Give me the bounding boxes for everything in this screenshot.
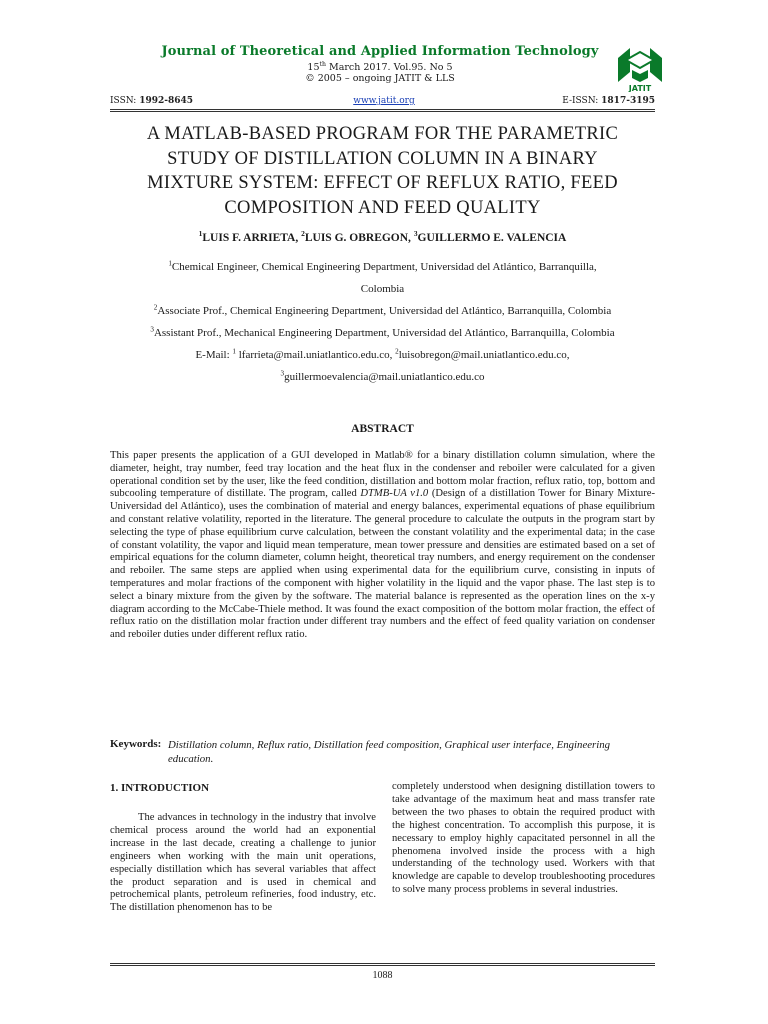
email-line [110, 344, 655, 366]
author-sup: 1 [198, 229, 203, 239]
issn-label: ISSN: [110, 96, 140, 106]
abstract-text: This paper presents the application of a GUI developed in Matlab® for a binary distillation column simulation, where the diameter, height, tray number, feed tray location and the heat flux in the condenser and reboiler were calculated for a given operational condition set by the user, like the feed condition, distillation and bottom molar fraction, reflux ratio, top, bottom and subcooling temperature of distillate. The program, called [110, 450, 655, 500]
title-line: A MATLAB-BASED PROGRAM FOR THE PARAMETRIC [146, 124, 619, 144]
keywords-label: Keywords: [110, 738, 162, 750]
abstract-heading: ABSTRACT [351, 423, 414, 435]
affil-text: Colombia [360, 283, 405, 295]
author-name: LUIS F. ARRIETA, [202, 232, 302, 244]
logo-text: JATIT [628, 84, 652, 92]
issue-day-suffix: th [319, 60, 326, 68]
program-name: DTMB-UA v1.0 [360, 488, 429, 500]
author-name: GUILLERMO E. VALENCIA [417, 232, 567, 244]
affil-sup: 1 [168, 259, 172, 268]
header-rule [110, 109, 655, 110]
issue-rest: March 2017. Vol.95. No 5 [325, 62, 453, 73]
email-sup: 3 [280, 369, 285, 378]
author-name: LUIS G. OBREGON, [304, 232, 414, 244]
author-sup: 3 [413, 229, 418, 239]
abstract-body [110, 450, 655, 642]
footer-rule [110, 963, 655, 964]
paper-title [110, 122, 655, 220]
journal-website-link[interactable]: www.jatit.org [353, 96, 415, 106]
title-line: STUDY OF DISTILLATION COLUMN IN A BINARY [167, 148, 598, 169]
intro-right-column: completely understood when designing distillation towers to take advantage of the maximum heat and mass transfer rate between the two phases to obtain the required product with the highest concentration. To accomplish this purpose, it is necessary to employ highly capacitated personnel in all the phenomena involved inside the process with a high understanding of the technology used. Workers with that knowledge are capable to develop troubleshooting procedures to solve many process problems in several industries. [392, 781, 655, 896]
intro-heading: 1. INTRODUCTION [110, 782, 210, 794]
affiliation-3 [110, 322, 655, 344]
jatit-logo [616, 44, 664, 92]
email-line-cont [110, 366, 655, 388]
issn [110, 96, 193, 106]
title-line: COMPOSITION AND FEED QUALITY [224, 197, 541, 218]
header-rule-second [110, 111, 655, 112]
affil-sup: 3 [150, 325, 154, 334]
keywords-text: Distillation column, Reflux ratio, Distillation feed composition, Graphical user interface, Engineering education. [168, 739, 611, 765]
eissn-label: E-ISSN: [562, 96, 602, 106]
eissn-value: 1817-3195 [601, 96, 655, 106]
issn-value: 1992-8645 [139, 96, 194, 106]
copyright-line: © 2005 – ongoing JATIT & LLS [305, 73, 455, 84]
affil-text: Chemical Engineer, Chemical Engineering Department, Universidad del Atlántico, Barranquilla, [171, 261, 597, 273]
issue-line [140, 62, 620, 73]
abstract-text: (Design of a distillation Tower for Binary Mixture-Universidad del Atlántico), uses the combination of material and energy balances, experimental equations of phase equilibrium and constant relative volatility, reported in the literature. The general procedure to calculate the outputs in the program start by selecting the type of phase equilibrium curve calculation, between the constant volatility and the experimental data; in the case of constant volatility, the vapor and liquid mean temperature, mean tower pressure and densities are estimated based on a set of empirical equations for the column diameter, column height, theoretical tray numbers, and energy requirement on the condenser and reboiler. The same steps are applied when using experimental data for the equilibrium curve, consisting in inputs of temperatures and molar fractions of the component with higher volatility in the liquid and the vapor phase. The last step is to select a binary mixture from the given by the software. The material balance is represented as the operation lines on the x-y diagram according to the McCabe-Thiele method. It was found the exact composition of the bottom molar fraction, the effect of reflux ratio on the distillation molar fraction under different tray numbers and the effect of feed quality variation on condenser and reboiler duties under different reflux ratio. [110, 488, 655, 641]
email-sup: 1 [232, 347, 236, 356]
email-sup: 2 [395, 347, 399, 356]
footer-rule-second [110, 965, 655, 966]
issue-day: 15 [307, 62, 320, 73]
affiliation-1 [110, 256, 655, 278]
affil-sup: 2 [153, 303, 158, 312]
email-1[interactable]: lfarrieta@mail.uniatlantico.edu.co, [235, 349, 396, 361]
page-number: 1088 [372, 970, 393, 981]
affil-text: Assistant Prof., Mechanical Engineering Department, Universidad del Atlántico, Barranquilla, Colombia [153, 327, 615, 339]
affiliation-1-cont [110, 278, 655, 300]
affiliation-2 [110, 300, 655, 322]
email-label: E-Mail: [195, 349, 233, 361]
eissn [560, 96, 655, 106]
email-3[interactable]: guillermoevalencia@mail.uniatlantico.edu.co [284, 371, 485, 383]
affil-text: Associate Prof., Chemical Engineering Department, Universidad del Atlántico, Barranquilla, Colombia [157, 305, 612, 317]
intro-left-column: The advances in technology in the industry that involve chemical process around the world had an exponential increase in the last decade, creating a challenge to junior engineers when working with the main unit operations, especially distillation which has several variables that affect the product separation and is used in chemical and petrochemical plants, petroleum refineries, food industry, etc. The distillation phenomenon has to be [110, 812, 376, 914]
email-2[interactable]: luisobregon@mail.uniatlantico.edu.co, [398, 349, 570, 361]
title-line: MIXTURE SYSTEM: EFFECT OF REFLUX RATIO, FEED [147, 173, 618, 193]
journal-title: Journal of Theoretical and Applied Information Technology [161, 44, 599, 59]
author-sup: 2 [301, 229, 305, 239]
author-list [110, 229, 655, 244]
